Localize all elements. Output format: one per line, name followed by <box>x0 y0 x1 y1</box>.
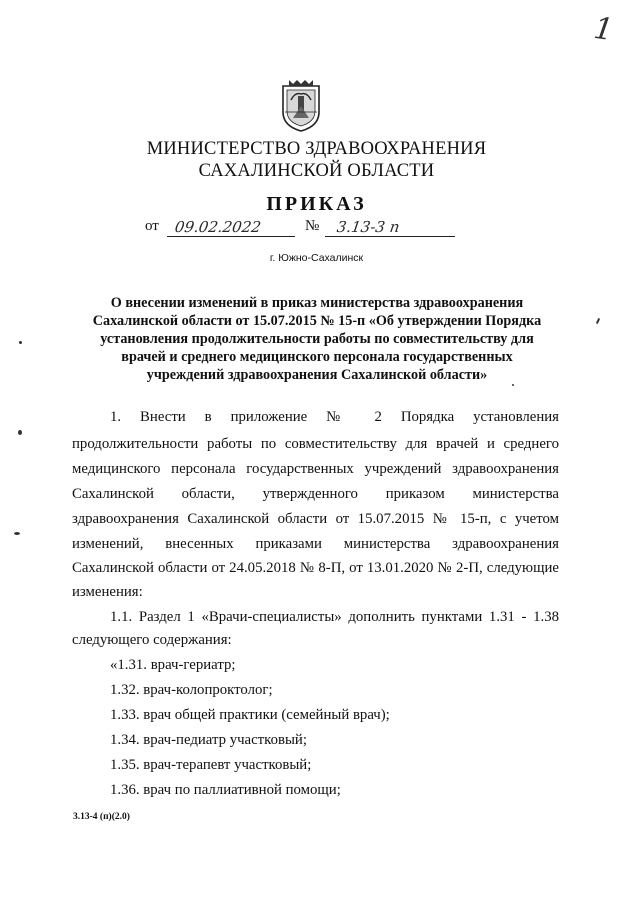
paragraph-1-line: 1. Внести в приложение № 2 Порядка установления <box>110 409 559 425</box>
paragraph-1-line: изменения: <box>72 584 143 600</box>
issue-city: г. Южно-Сахалинск <box>269 252 364 264</box>
subject-line: врачей и среднего медицинского персонала государственных <box>121 349 513 365</box>
scan-speck <box>596 318 600 324</box>
list-item: «1.31. врач-гериатр; <box>110 657 236 673</box>
paragraph-1-line: продолжительности работы по совместительству для врачей и среднего <box>72 436 559 452</box>
footer-form-code: 3.13-4 (п)(2.0) <box>73 812 130 822</box>
paragraph-2-line: следующего содержания: <box>72 632 232 648</box>
ministry-name-line1: МИНИСТЕРСТВО ЗДРАВООХРАНЕНИЯ <box>146 139 487 159</box>
list-item: 1.36. врач по паллиативной помощи; <box>110 782 341 798</box>
handwritten-page-number: 1 <box>591 10 616 49</box>
paragraph-1-line: Сахалинской области от 24.05.2018 № 8-П, от 13.01.2020 № 2-П, следующие <box>72 560 559 576</box>
scan-speck <box>18 430 22 435</box>
order-number-field <box>305 218 455 240</box>
ministry-name-line2: САХАЛИНСКОЙ ОБЛАСТИ <box>198 161 435 181</box>
handwritten-order-number: 3.13-3 п <box>335 218 401 236</box>
order-subject <box>74 294 560 384</box>
scan-speck <box>14 532 20 535</box>
list-item: 1.35. врач-терапевт участковый; <box>110 757 312 773</box>
order-date-field <box>145 218 295 240</box>
scan-speck <box>512 384 514 386</box>
paragraph-1-line: медицинского персонала государственных учреждений здравоохранения <box>72 461 559 477</box>
number-label: № <box>305 218 320 234</box>
sakhalin-coat-of-arms-emblem <box>279 78 323 132</box>
paragraph-2-line: 1.1. Раздел 1 «Врачи-специалисты» дополнить пунктами 1.31 - 1.38 <box>110 609 559 625</box>
paragraph-1-line: Сахалинской области, утвержденного приказом министерства <box>72 486 559 502</box>
subject-line: установления продолжительности работы по совместительству для <box>100 331 534 347</box>
subject-line: учреждений здравоохранения Сахалинской области» <box>146 367 488 383</box>
list-item: 1.33. врач общей практики (семейный врач); <box>110 707 390 723</box>
date-label: от <box>145 218 159 234</box>
paragraph-1-line: здравоохранения Сахалинской области от 15.07.2015 № 15-п, с учетом <box>72 511 559 527</box>
subject-line: О внесении изменений в приказ министерства здравоохранения <box>110 295 524 311</box>
list-item: 1.32. врач-колопроктолог; <box>110 682 273 698</box>
scan-speck <box>19 341 22 344</box>
order-title: ПРИКАЗ <box>266 193 367 215</box>
paragraph-1-line: изменений, внесенных приказами министерства здравоохранения <box>72 536 559 552</box>
handwritten-date: 09.02.2022 <box>173 218 263 236</box>
subject-line: Сахалинской области от 15.07.2015 № 15-п «Об утверждении Порядка <box>92 313 542 329</box>
list-item: 1.34. врач-педиатр участковый; <box>110 732 307 748</box>
